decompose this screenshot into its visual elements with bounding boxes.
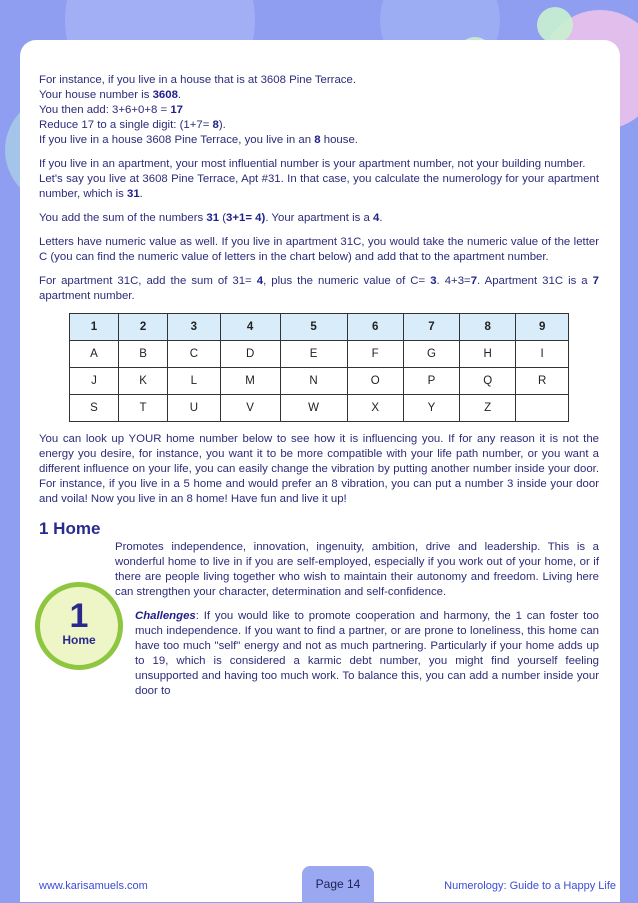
home-1-challenges: Challenges: If you would like to promote cooperation and harmony, the 1 can foster too much independence. If you want to find a partner, or are prone to loneliness, this home can have too much "self" energy and not as much partnering. Particularly if your home adds up to 19, which is considered a karmic debt number, you might find yourself feeling unsupported and having too much work. To balance this, you can add a number inside your door to xyxy=(135,610,599,697)
badge-label: Home xyxy=(62,633,96,647)
table-row xyxy=(70,368,569,395)
challenges-label: Challenges xyxy=(135,610,196,622)
intro-line-4: Reduce 17 to a single digit: (1+7= 8). xyxy=(39,119,226,131)
table-row xyxy=(70,395,569,422)
table-cell xyxy=(516,395,569,422)
table-header-cell: 5 xyxy=(280,314,347,341)
footer-book-title: Numerology: Guide to a Happy Life xyxy=(444,880,616,892)
table-cell: G xyxy=(403,341,459,368)
table-cell: B xyxy=(119,341,168,368)
table-cell: V xyxy=(220,395,280,422)
table-header-cell: 8 xyxy=(460,314,516,341)
table-cell: Z xyxy=(460,395,516,422)
intro-line-3: You then add: 3+6+0+8 = 17 xyxy=(39,104,184,116)
apartment-paragraph-2: Let's say you live at 3608 Pine Terrace, Apt #31. In that case, you calculate the numerology for your apartment number, which is 31. xyxy=(39,173,599,200)
intro-line-1: For instance, if you live in a house that is at 3608 Pine Terrace. xyxy=(39,74,357,86)
home-1-section xyxy=(39,540,599,699)
page-number: Page 14 xyxy=(315,877,361,891)
home-number-badge xyxy=(35,582,123,670)
table-header-row xyxy=(70,314,569,341)
table-cell: W xyxy=(280,395,347,422)
table-cell: R xyxy=(516,368,569,395)
table-cell: X xyxy=(347,395,403,422)
table-cell: Q xyxy=(460,368,516,395)
table-cell: J xyxy=(70,368,119,395)
page-content xyxy=(39,73,599,699)
page-number-tab xyxy=(302,866,374,903)
table-header-cell: 4 xyxy=(220,314,280,341)
table-cell: K xyxy=(119,368,168,395)
table-cell: D xyxy=(220,341,280,368)
table-cell: S xyxy=(70,395,119,422)
table-cell: A xyxy=(70,341,119,368)
table-header-cell: 7 xyxy=(403,314,459,341)
footer-website[interactable]: www.karisamuels.com xyxy=(39,880,148,892)
intro-line-2: Your house number is 3608. xyxy=(39,89,182,101)
intro-line-5: If you live in a house 3608 Pine Terrace, you live in an 8 house. xyxy=(39,134,358,146)
table-row xyxy=(70,341,569,368)
table-cell: N xyxy=(280,368,347,395)
table-header-cell: 9 xyxy=(516,314,569,341)
badge-number: 1 xyxy=(69,597,89,635)
table-cell: C xyxy=(168,341,221,368)
table-header-cell: 2 xyxy=(119,314,168,341)
table-header-cell: 1 xyxy=(70,314,119,341)
table-header-cell: 3 xyxy=(168,314,221,341)
apartment-paragraph-3: You add the sum of the numbers 31 (3+1= 4). Your apartment is a 4. xyxy=(39,212,383,224)
lookup-paragraph: You can look up YOUR home number below to see how it is influencing you. If for any reason it is not the energy you desire, for instance, you want it to be more compatible with your life path number, or you want a different influence on your life, you can easily change the vibration by putting another number inside your door. For instance, if you live in a 5 home and would prefer an 8 vibration, you can put a number 3 inside your door and voila! Now you live in an 8 home! Have fun and live it up! xyxy=(39,433,599,505)
table-cell: M xyxy=(220,368,280,395)
table-cell: L xyxy=(168,368,221,395)
table-cell: F xyxy=(347,341,403,368)
table-cell: P xyxy=(403,368,459,395)
table-cell: T xyxy=(119,395,168,422)
table-cell: Y xyxy=(403,395,459,422)
home-1-text xyxy=(39,540,599,699)
table-cell: U xyxy=(168,395,221,422)
apartment-31c-paragraph: For apartment 31C, add the sum of 31= 4, plus the numeric value of C= 3. 4+3=7. Apartment 31C is a 7 apartment number. xyxy=(39,275,599,302)
home-1-description: Promotes independence, innovation, ingenuity, ambition, drive and leadership. This is a wonderful home to live in if you are self-employed, especially if you work out of your home, or if there are people living together who wish to maintain their autonomy and freedom. Living here can strengthen your character, determination and self-confidence. xyxy=(115,541,599,598)
table-cell: I xyxy=(516,341,569,368)
table-header-cell: 6 xyxy=(347,314,403,341)
table-cell: E xyxy=(280,341,347,368)
letter-number-table xyxy=(69,313,569,422)
table-cell: H xyxy=(460,341,516,368)
table-cell: O xyxy=(347,368,403,395)
apartment-paragraph-1: If you live in an apartment, your most influential number is your apartment number, not your building number. xyxy=(39,158,586,170)
section-title: 1 Home xyxy=(39,519,101,538)
letters-paragraph: Letters have numeric value as well. If you live in apartment 31C, you would take the numeric value of the letter C (you can find the numeric value of letters in the chart below) and add that to the apartment number. xyxy=(39,236,599,263)
